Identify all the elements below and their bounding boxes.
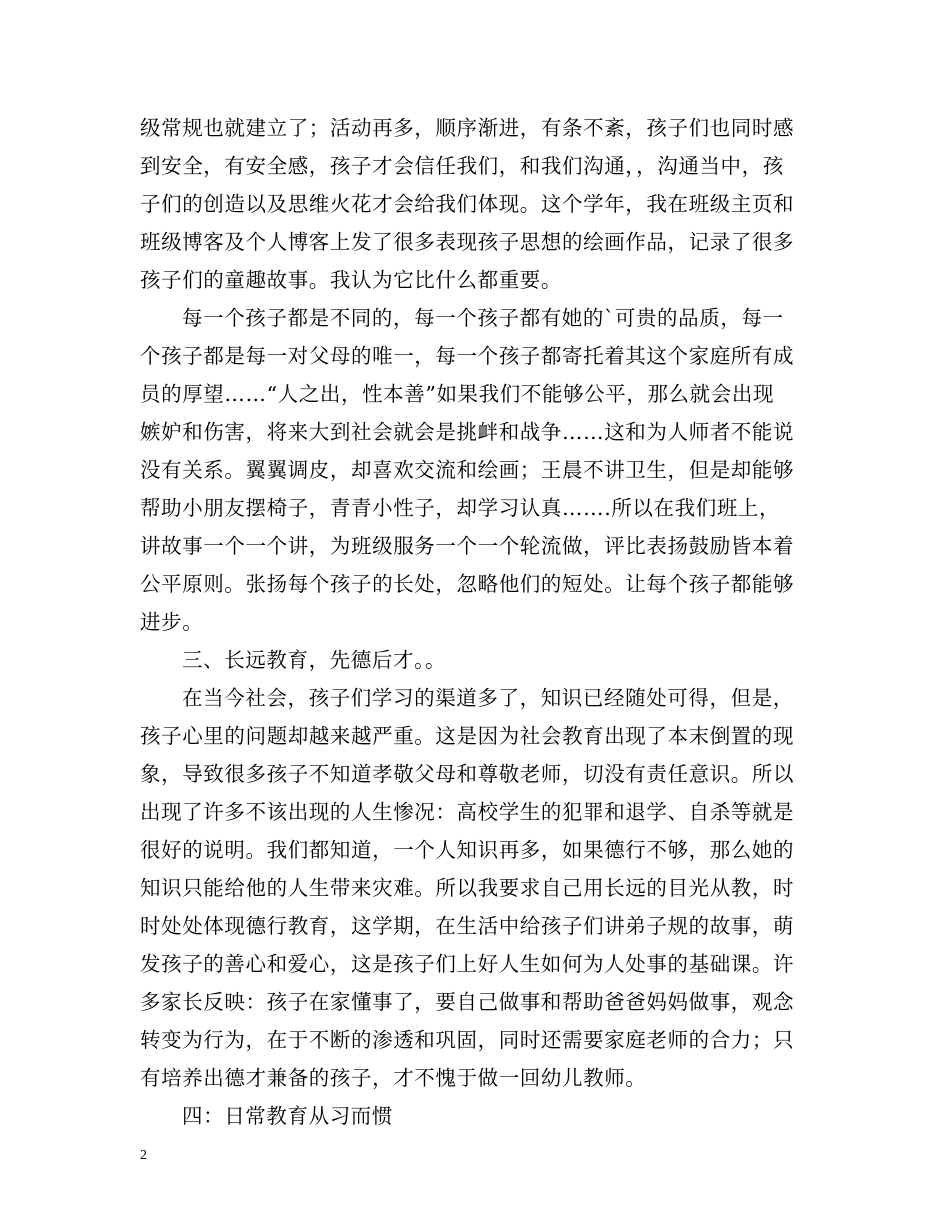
text-line: 进步。 (140, 610, 204, 634)
paragraph-first-line: 每一个孩子都是不同的，每一个孩子都有她的`可贵的品质，每一 (182, 306, 784, 330)
text-line: 个孩子都是每一对父母的唯一，每一个孩子都寄托着其这个家庭所有成 (140, 344, 795, 368)
text-line: 级常规也就建立了；活动再多，顺序渐进，有条不紊，孩子们也同时感 (140, 116, 795, 140)
text-line: 很好的说明。我们都知道，一个人知识再多，如果德行不够，那么她的 (140, 838, 795, 862)
text-line: 班级博客及个人博客上发了很多表现孩子思想的绘画作品，记录了很多 (140, 230, 795, 254)
text-line: 出现了许多不该出现的人生惨况：高校学生的犯罪和退学、自杀等就是 (140, 800, 795, 824)
text-line: 子们的创造以及思维火花才会给我们体现。这个学年，我在班级主页和 (140, 192, 795, 216)
text-line: 有培养出德才兼备的孩子，才不愧于做一回幼儿教师。 (140, 1066, 647, 1090)
text-line: 多家长反映：孩子在家懂事了，要自己做事和帮助爸爸妈妈做事，观念 (140, 990, 795, 1014)
text-line: 孩子们的童趣故事。我认为它比什么都重要。 (140, 268, 562, 292)
text-line: 时处处体现德行教育，这学期，在生活中给孩子们讲弟子规的故事，萌 (140, 914, 795, 938)
text-line: 到安全，有安全感，孩子才会信任我们，和我们沟通，，沟通当中，孩 (140, 154, 784, 178)
section-heading: 四：日常教育从习而惯 (182, 1104, 393, 1128)
text-line: 帮助小朋友摆椅子，青青小性子，却学习认真…….所以在我们班上， (140, 496, 781, 520)
text-line: 公平原则。张扬每个孩子的长处，忽略他们的短处。让每个孩子都能够 (140, 572, 795, 596)
paragraph-first-line: 在当今社会，孩子们学习的渠道多了，知识已经随处可得，但是， (182, 686, 794, 710)
text-line: 员的厚望……“人之出，性本善”如果我们不能够公平，那么就会出现 (140, 382, 775, 406)
text-line: 讲故事一个一个讲，为班级服务一个一个轮流做，评比表扬鼓励皆本着 (140, 534, 795, 558)
page-number: 2 (140, 1148, 147, 1163)
text-line: 转变为行为，在于不断的渗透和巩固，同时还需要家庭老师的合力；只 (140, 1028, 795, 1052)
text-line: 嫉妒和伤害，将来大到社会就会是挑衅和战争……这和为人师者不能说 (140, 420, 795, 444)
text-line: 发孩子的善心和爱心，这是孩子们上好人生如何为人处事的基础课。许 (140, 952, 795, 976)
text-line: 知识只能给他的人生带来灾难。所以我要求自己用长远的目光从教，时 (140, 876, 795, 900)
text-line: 孩子心里的问题却越来越严重。这是因为社会教育出现了本末倒置的现 (140, 724, 795, 748)
text-line: 没有关系。翼翼调皮，却喜欢交流和绘画；王晨不讲卫生，但是却能够 (140, 458, 795, 482)
section-heading: 三、长远教育，先德后才。。 (182, 648, 447, 672)
text-line: 象，导致很多孩子不知道孝敬父母和尊敬老师，切没有责任意识。所以 (140, 762, 795, 786)
